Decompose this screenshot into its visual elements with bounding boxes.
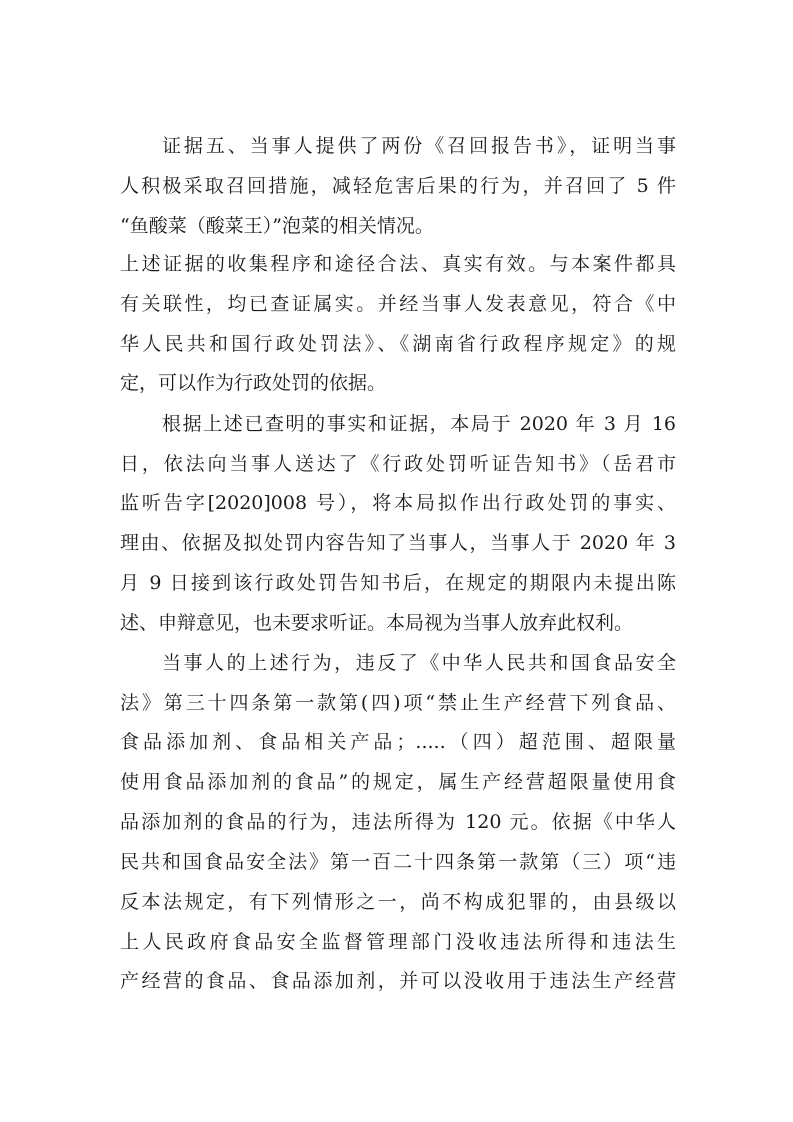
paragraph-line: 使用食品添加剂的食品”的规定，属生产经营超限量使用食 — [120, 771, 676, 793]
paragraph-line: 民共和国食品安全法》第一百二十四条第一款第（三）项“违 — [120, 851, 676, 873]
paragraph-line: 反本法规定，有下列情形之一，尚不构成犯罪的，由县级以 — [120, 891, 676, 913]
paragraph-line: 人积极采取召回措施，减轻危害后果的行为，并召回了 5 件 — [120, 175, 676, 197]
paragraph-line: 当事人的上述行为，违反了《中华人民共和国食品安全 — [162, 652, 676, 674]
paragraph-line: 品添加剂的食品的行为，违法所得为 120 元。依据《中华人 — [120, 811, 676, 833]
paragraph-line: 日，依法向当事人送达了《行政处罚听证告知书》（岳君市 — [120, 453, 676, 475]
paragraph-line: 华人民共和国行政处罚法》、《湖南省行政程序规定》的规 — [120, 333, 676, 355]
paragraph-line: 有关联性，均已查证属实。并经当事人发表意见，符合《中 — [120, 293, 676, 315]
paragraph-line: 定，可以作为行政处罚的依据。 — [120, 372, 387, 394]
paragraph-line: 食品添加剂、食品相关产品；.....（四）超范围、超限量 — [120, 731, 676, 753]
paragraph-line: 证据五、当事人提供了两份《召回报告书》，证明当事 — [162, 135, 676, 157]
paragraph-line: 上人民政府食品安全监督管理部门没收违法所得和违法生 — [120, 931, 676, 953]
paragraph-line: 根据上述已查明的事实和证据，本局于 2020 年 3 月 16 — [162, 413, 676, 435]
paragraph-line: 法》第三十四条第一款第(四)项“禁止生产经营下列食品、 — [120, 692, 676, 714]
paragraph-line: 监听告字[2020]008 号），将本局拟作出行政处罚的事实、 — [120, 492, 676, 514]
paragraph-line: 产经营的食品、食品添加剂，并可以没收用于违法生产经营 — [120, 970, 676, 992]
paragraph-line: 理由、依据及拟处罚内容告知了当事人，当事人于 2020 年 3 — [120, 532, 676, 554]
paragraph-line: “鱼酸菜（酸菜王）”泡菜的相关情况。 — [120, 215, 434, 237]
paragraph-line: 上述证据的收集程序和途径合法、真实有效。与本案件都具 — [120, 253, 676, 275]
paragraph-line: 月 9 日接到该行政处罚告知书后，在规定的期限内未提出陈 — [120, 572, 676, 594]
paragraph-line: 述、申辩意见，也未要求听证。本局视为当事人放弃此权利。 — [120, 612, 634, 634]
